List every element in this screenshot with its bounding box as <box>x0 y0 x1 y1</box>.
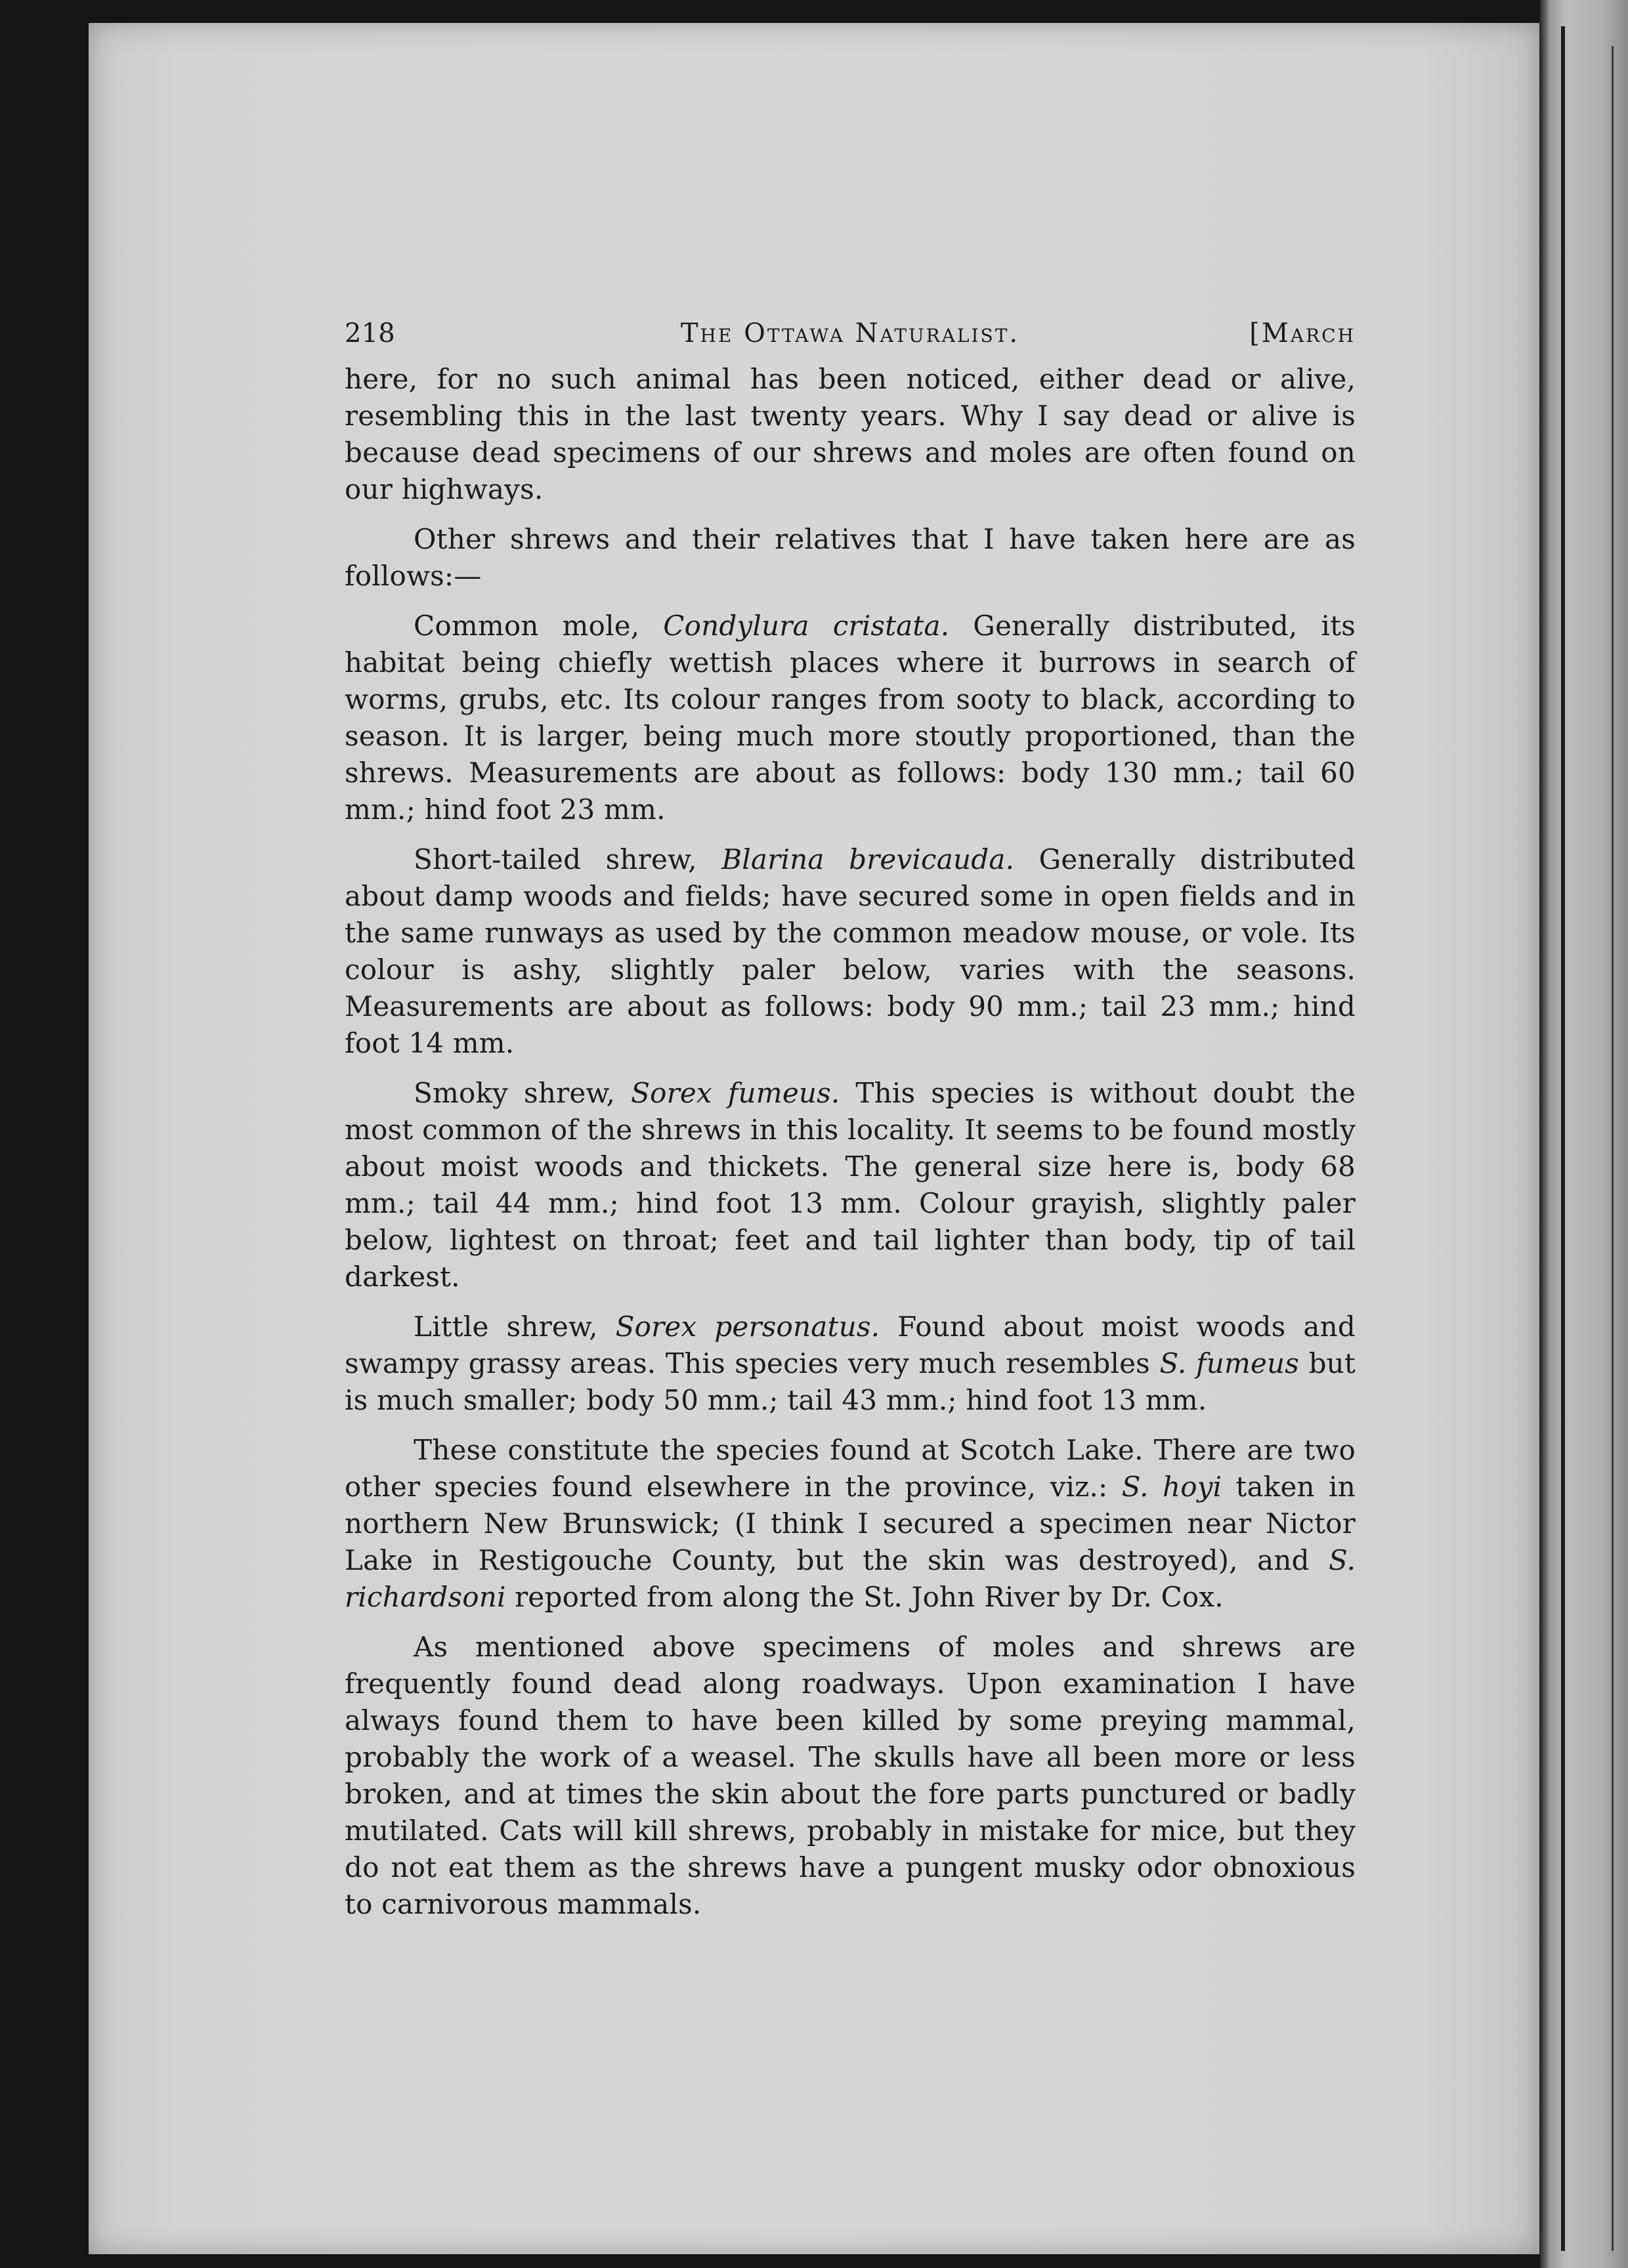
paragraph <box>345 608 1356 828</box>
paragraph-text: Short-tailed shrew, <box>414 843 722 875</box>
scientific-name: Condylura cristata. <box>663 610 950 642</box>
paragraph <box>345 841 1356 1062</box>
paragraph-text: These constitute the species found at Scotch Lake. There are two other species found elsewhere in the province, viz.: <box>345 1434 1356 1503</box>
paragraph-text: This species is without doubt the most common of the shrews in this locality. It seems to be found mostly about moist woods and thickets. The general size here is, body 68 mm.; tail 44 mm.; hind foot 13 mm. Colour grayish, slightly paler below, lightest on throat; feet and tail lighter than body, tip of tail darkest. <box>345 1077 1356 1293</box>
paragraph-text: here, for no such animal has been noticed, either dead or alive, resembling this in the last twenty years. Why I say dead or alive is because dead specimens of our shrews and moles are often found on our highways. <box>345 363 1356 505</box>
scientific-name: S. richardsoni <box>345 1544 1356 1613</box>
paragraph <box>345 1309 1356 1419</box>
article-body <box>345 361 1356 1923</box>
paragraph-text: taken in northern New Brunswick; (I think I secured a specimen near Nictor Lake in Restigouche County, but the skin was destroyed), and <box>345 1471 1356 1576</box>
paragraph <box>345 361 1356 508</box>
scientific-name: S. fumeus <box>1159 1347 1300 1379</box>
paragraph-text: As mentioned above specimens of moles and shrews are frequently found dead along roadways. Upon examination I have always found them to have been killed by some preying mammal, probably the work of a weasel. The skulls have all been more or less broken, and at times the skin about the fore parts punctured or badly mutilated. Cats will kill shrews, probably in mistake for mice, but they do not eat them as the shrews have a pungent musky odor obnoxious to carnivorous mammals. <box>345 1631 1356 1920</box>
paragraph <box>345 1075 1356 1295</box>
issue-month: [March <box>1249 318 1356 348</box>
scientific-name: Blarina brevicauda. <box>721 843 1015 875</box>
paragraph-text: Other shrews and their relatives that I have taken here are as follows:— <box>345 523 1356 592</box>
scientific-name: Sorex fumeus. <box>631 1077 840 1109</box>
page-edge <box>1539 0 1628 2268</box>
paragraph-text: Little shrew, <box>414 1311 616 1343</box>
paragraph-text: Smoky shrew, <box>414 1077 632 1109</box>
paragraph-text: but is much smaller; body 50 mm.; tail 43 mm.; hind foot 13 mm. <box>345 1347 1356 1416</box>
paragraph-text: Found about moist woods and swampy grassy areas. This species very much resembles <box>345 1311 1356 1379</box>
paragraph-text: Generally distributed, its habitat being chiefly wettish places where it burrows in search of worms, grubs, etc. Its colour ranges from sooty to black, according to season. It is larger, being much more stoutly proportioned, than the shrews. Measurements are about as follows: body 130 mm.; tail 60 mm.; hind foot 23 mm. <box>345 610 1356 826</box>
paragraph-text: reported from along the St. John River by Dr. Cox. <box>505 1581 1224 1613</box>
paragraph-text: Generally distributed about damp woods and fields; have secured some in open fields and in the same runways as used by the common meadow mouse, or vole. Its colour is ashy, slightly paler below, varies with the seasons. Measurements are about as follows: body 90 mm.; tail 23 mm.; hind foot 14 mm. <box>345 843 1356 1059</box>
paragraph <box>345 1629 1356 1923</box>
page-number: 218 <box>345 318 395 348</box>
binding-edge-line-secondary <box>1612 46 1614 2251</box>
page-content <box>345 315 1356 1936</box>
paragraph <box>345 1432 1356 1616</box>
running-header <box>345 315 1356 361</box>
journal-title: The Ottawa Naturalist. <box>680 318 1020 348</box>
binding-edge-line <box>1561 26 1565 2251</box>
paragraph-text: Common mole, <box>414 610 664 642</box>
scientific-name: Sorex personatus. <box>615 1311 880 1343</box>
paragraph <box>345 521 1356 595</box>
scientific-name: S. hoyi <box>1121 1471 1222 1503</box>
